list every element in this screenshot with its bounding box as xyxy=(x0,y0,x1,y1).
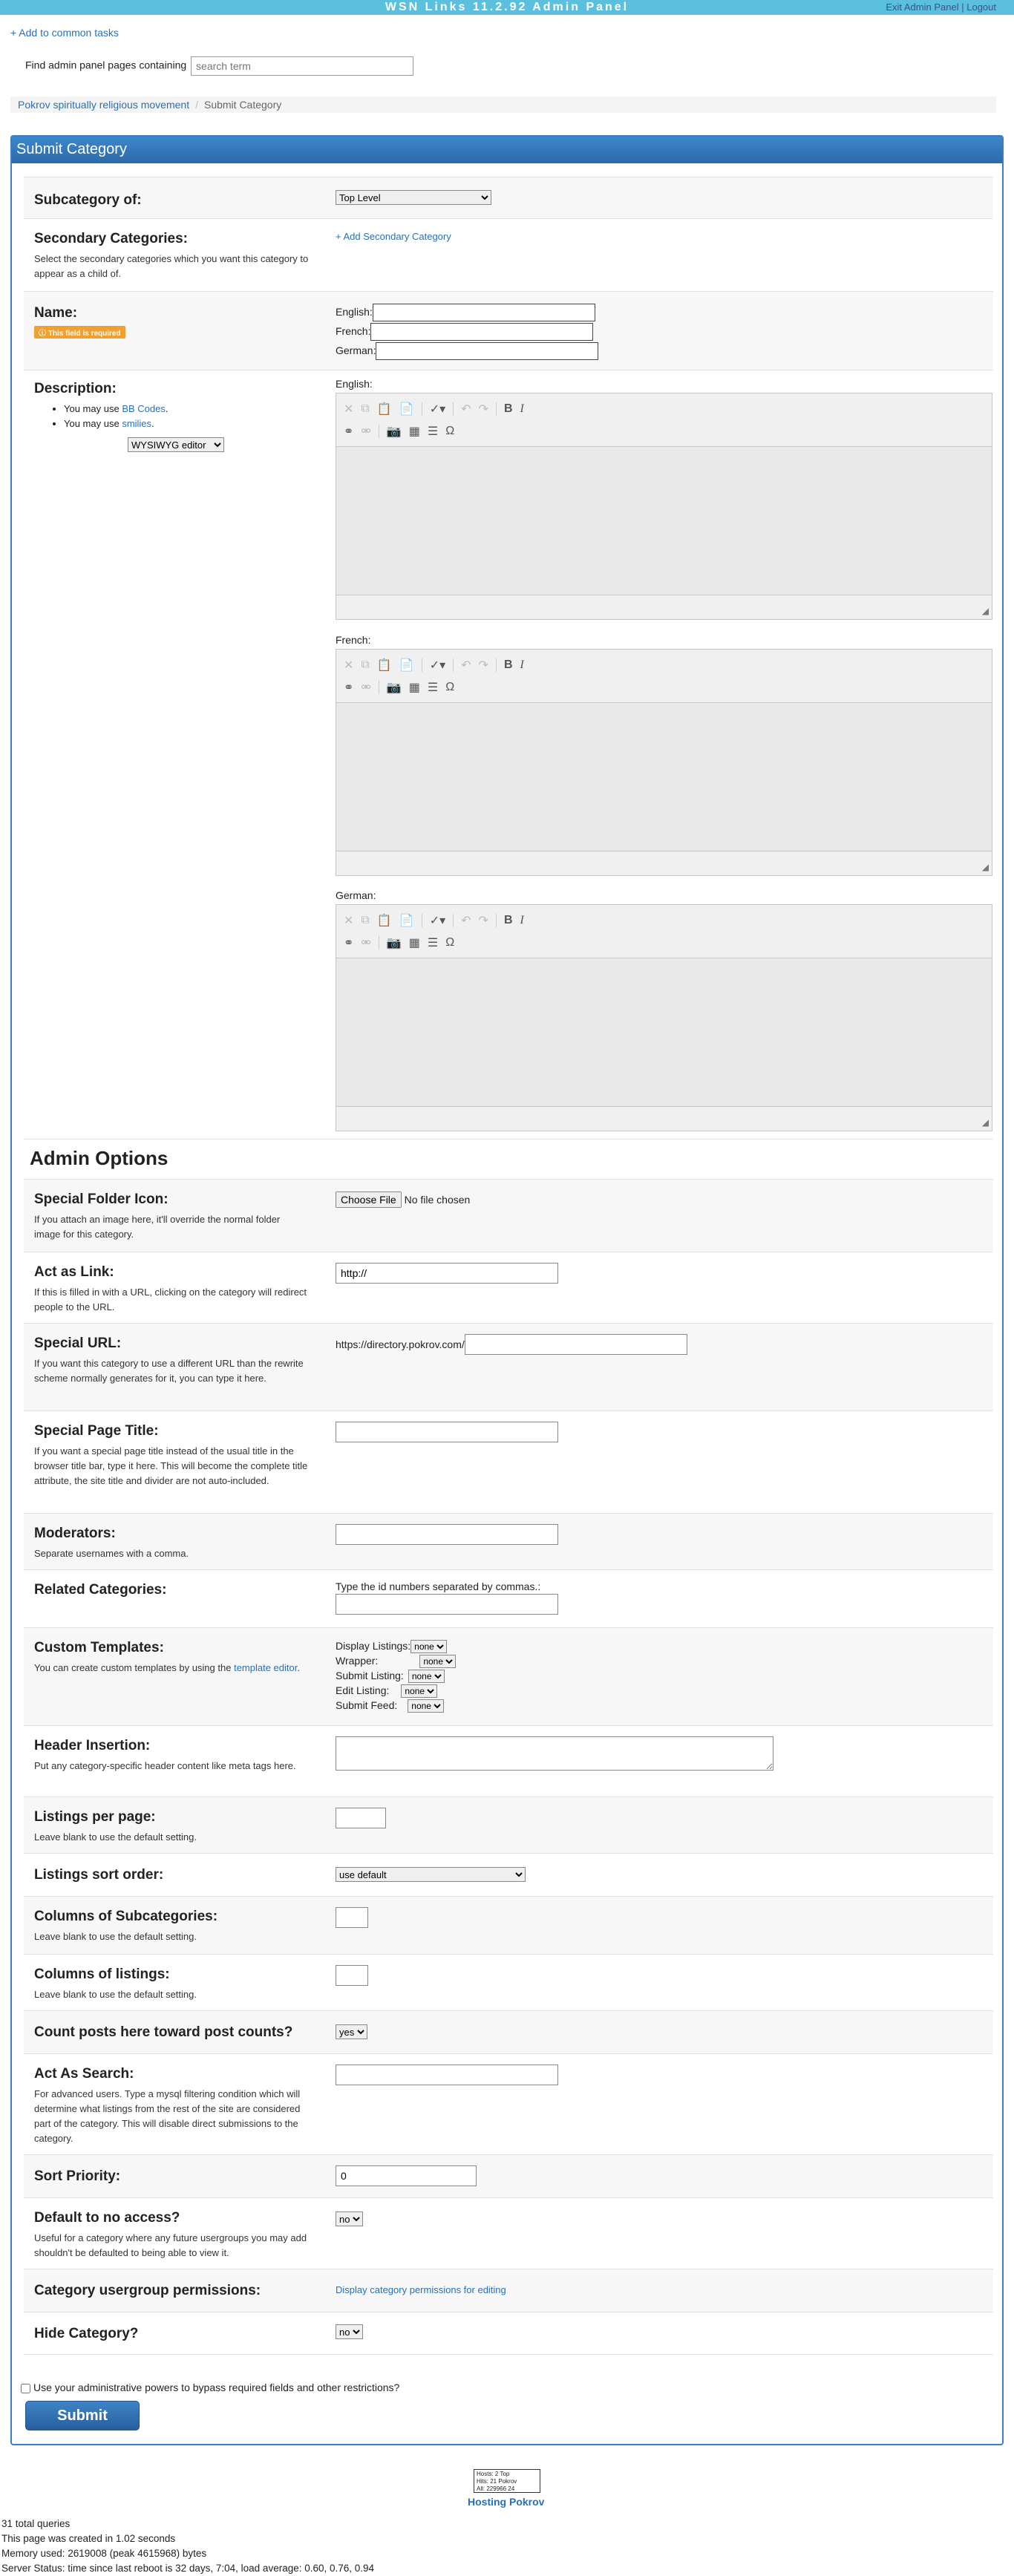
act-as-link-row xyxy=(24,1252,993,1323)
redo-icon[interactable]: ↷ xyxy=(478,659,488,672)
name-label: Name: xyxy=(34,305,78,321)
name-row xyxy=(24,291,993,370)
description-english-editor[interactable] xyxy=(336,393,992,620)
description-hints: • You may use BB Codes. • You may use smilies. xyxy=(34,402,309,431)
panel-title: Submit Category xyxy=(12,137,1002,163)
sort-priority-label: Sort Priority: xyxy=(34,2168,121,2184)
description-german-block xyxy=(336,889,992,1131)
display-listings-template-select[interactable] xyxy=(410,1640,447,1653)
usergroup-permissions-label: Category usergroup permissions: xyxy=(34,2283,261,2298)
breadcrumb xyxy=(10,97,996,113)
page-title-input[interactable] xyxy=(336,1422,558,1442)
exit-admin-panel-link[interactable]: Exit Admin Panel xyxy=(886,1,959,13)
hit-counter[interactable]: Hosts: 2 Top Hits: 21 Pokrov All: 229966 24 xyxy=(474,2469,540,2493)
submit-feed-template-select[interactable] xyxy=(408,1699,444,1713)
top-links xyxy=(886,1,996,13)
subcategory-select[interactable] xyxy=(336,190,491,205)
name-german-input[interactable] xyxy=(376,342,598,360)
spellcheck-icon[interactable]: ✓▾ xyxy=(429,915,446,927)
special-url-desc: If you want this category to use a different URL than the rewrite scheme normally generates for it, you can type it here. xyxy=(34,1358,304,1384)
special-url-row xyxy=(24,1323,993,1410)
editor-toolbar xyxy=(336,393,992,447)
undo-icon[interactable]: ↶ xyxy=(461,403,471,416)
sort-order-select[interactable] xyxy=(336,1867,526,1882)
paste-text-icon[interactable]: 📄 xyxy=(399,659,414,672)
listing-columns-input[interactable] xyxy=(336,1965,368,1986)
folder-icon-label: Special Folder Icon: xyxy=(34,1191,169,1207)
description-german-label: German: xyxy=(336,889,376,901)
italic-icon[interactable]: I xyxy=(520,402,524,415)
special-char-icon[interactable]: Ω xyxy=(445,936,455,949)
bold-icon[interactable]: B xyxy=(503,658,513,671)
hosting-link[interactable]: Hosting Pokrov xyxy=(468,2496,545,2508)
no-access-desc: Useful for a category where any future usergroups you may add shouldn't be defaulted to being able to view it. xyxy=(34,2232,307,2258)
footer-server-status: Server Status: time since last reboot is 32 days, 7:04, load average: 0.60, 0.76, 0.94 xyxy=(1,2563,375,2574)
copy-icon[interactable]: ⧉ xyxy=(361,402,370,415)
related-categories-input[interactable] xyxy=(336,1594,558,1615)
count-posts-select[interactable] xyxy=(336,2024,367,2039)
italic-icon[interactable]: I xyxy=(520,914,524,926)
description-label: Description: xyxy=(34,381,117,396)
redo-icon[interactable]: ↷ xyxy=(478,403,488,416)
custom-templates-desc: You can create custom templates by using the template editor. xyxy=(34,1662,300,1673)
admin-options-header xyxy=(24,1139,993,1179)
file-status: No file chosen xyxy=(404,1194,471,1206)
editor-footer xyxy=(336,851,992,874)
add-secondary-category-link[interactable]: + Add Secondary Category xyxy=(336,231,451,242)
spellcheck-icon[interactable]: ✓▾ xyxy=(429,659,446,672)
secondary-categories-label: Secondary Categories: xyxy=(34,231,188,246)
header-insertion-textarea[interactable] xyxy=(336,1736,773,1771)
description-french-label: French: xyxy=(336,634,371,646)
paste-text-icon[interactable]: 📄 xyxy=(399,915,414,927)
subcategory-label: Subcategory of: xyxy=(34,192,142,208)
usergroup-permissions-row xyxy=(24,2269,993,2312)
top-links-separator: | xyxy=(961,1,964,13)
listings-per-page-label: Listings per page: xyxy=(34,1809,156,1825)
admin-search-input[interactable] xyxy=(191,56,413,76)
sort-order-row xyxy=(24,1853,993,1896)
page-title-label: Special Page Title: xyxy=(34,1423,159,1439)
description-row xyxy=(24,370,993,1139)
sort-priority-input[interactable] xyxy=(336,2165,477,2186)
add-to-common-tasks-link[interactable]: + Add to common tasks xyxy=(10,27,119,39)
unlink-icon[interactable]: ⚮ xyxy=(361,937,371,949)
related-categories-hint: Type the id numbers separated by commas.: xyxy=(336,1580,541,1592)
header-insertion-label: Header Insertion: xyxy=(34,1738,151,1753)
paste-icon[interactable]: 📋 xyxy=(376,659,392,672)
horizontal-line-icon[interactable]: ☰ xyxy=(427,681,439,694)
image-icon[interactable]: 📷 xyxy=(386,937,402,949)
name-german-row: German: xyxy=(336,341,598,360)
editor-mode-select[interactable] xyxy=(128,437,224,452)
special-char-icon[interactable]: Ω xyxy=(445,681,455,693)
hide-category-select[interactable] xyxy=(336,2324,363,2339)
footer-memory: Memory used: 2619008 (peak 4615968) bytes xyxy=(1,2548,207,2559)
link-icon[interactable]: ⚭ xyxy=(344,425,354,438)
undo-icon[interactable]: ↶ xyxy=(461,659,471,672)
copy-icon[interactable]: ⧉ xyxy=(361,658,370,671)
header-insertion-desc: Put any category-specific header content like meta tags here. xyxy=(34,1760,296,1771)
description-english-label: English: xyxy=(336,378,373,390)
no-access-label: Default to no access? xyxy=(34,2210,180,2226)
description-english-block xyxy=(336,378,992,620)
act-as-search-label: Act As Search: xyxy=(34,2066,134,2082)
copy-icon[interactable]: ⧉ xyxy=(361,914,370,926)
table-icon[interactable]: ▦ xyxy=(408,937,420,949)
horizontal-line-icon[interactable]: ☰ xyxy=(427,937,439,949)
editor-toolbar xyxy=(336,905,992,958)
redo-icon[interactable]: ↷ xyxy=(478,915,488,927)
act-as-search-input[interactable] xyxy=(336,2065,558,2085)
table-icon[interactable]: ▦ xyxy=(408,425,420,438)
special-char-icon[interactable]: Ω xyxy=(445,425,455,437)
related-categories-label: Related Categories: xyxy=(34,1582,167,1598)
page-title-desc: If you want a special page title instead of the usual title in the browser title bar, type it here. This will become the complete title attribute, the site title and divider are not auto-included. xyxy=(34,1445,308,1486)
listing-columns-label: Columns of listings: xyxy=(34,1967,170,1982)
bb-codes-link[interactable]: BB Codes xyxy=(122,403,166,414)
table-icon[interactable]: ▦ xyxy=(408,681,420,694)
breadcrumb-current: Submit Category xyxy=(203,99,282,111)
listings-per-page-row xyxy=(24,1797,993,1853)
display-permissions-link[interactable]: Display category permissions for editing xyxy=(336,2284,506,2295)
edit-listing-template-select[interactable] xyxy=(401,1684,437,1698)
admin-panel-title: WSN Links 11.2.92 Admin Panel xyxy=(385,1,629,13)
listing-columns-row xyxy=(24,1954,993,2010)
cut-icon[interactable]: ✕ xyxy=(344,915,354,927)
italic-icon[interactable]: I xyxy=(520,658,524,671)
secondary-categories-desc: Select the secondary categories which you want this category to appear as a child of. xyxy=(34,253,309,279)
cut-icon[interactable]: ✕ xyxy=(344,659,354,672)
choose-file-button[interactable]: Choose File xyxy=(336,1191,402,1208)
name-english-input[interactable] xyxy=(373,304,595,321)
paste-icon[interactable]: 📋 xyxy=(376,915,392,927)
listing-columns-desc: Leave blank to use the default setting. xyxy=(34,1989,197,2000)
custom-templates-row: Custom Templates: You can create custom templates by using the template editor. Display Listings: none Wrapper: none Submit Listing: none Edit Listing: none Submit Feed: none xyxy=(24,1627,993,1725)
unlink-icon[interactable]: ⚮ xyxy=(361,681,371,694)
no-access-row xyxy=(24,2197,993,2269)
paste-icon[interactable]: 📋 xyxy=(376,403,392,416)
paste-text-icon[interactable]: 📄 xyxy=(399,403,414,416)
no-access-select[interactable] xyxy=(336,2211,363,2226)
unlink-icon[interactable]: ⚮ xyxy=(361,425,371,438)
editor-text-area[interactable] xyxy=(336,703,992,851)
editor-text-area[interactable] xyxy=(336,958,992,1107)
editor-footer xyxy=(336,595,992,618)
image-icon[interactable]: 📷 xyxy=(386,681,402,694)
name-english-row: English: xyxy=(336,302,598,321)
bypass-row xyxy=(21,2382,399,2393)
description-french-block xyxy=(336,634,992,876)
breadcrumb-separator: / xyxy=(195,99,198,111)
spellcheck-icon[interactable]: ✓▾ xyxy=(429,403,446,416)
link-icon[interactable]: ⚭ xyxy=(344,681,354,694)
sort-priority-row xyxy=(24,2154,993,2197)
bold-icon[interactable]: B xyxy=(503,402,513,415)
admin-options-title: Admin Options xyxy=(30,1147,169,1169)
admin-search-label: Find admin panel pages containing xyxy=(25,59,187,71)
custom-templates-label: Custom Templates: xyxy=(34,1640,164,1655)
editor-toolbar xyxy=(336,650,992,703)
special-url-prefix: https://directory.pokrov.com/ xyxy=(336,1338,465,1350)
smilies-link[interactable]: smilies xyxy=(122,418,152,429)
resize-grip-icon[interactable]: ◢ xyxy=(981,862,989,872)
breadcrumb-root-link[interactable]: Pokrov spiritually religious movement xyxy=(18,99,190,111)
moderators-row xyxy=(24,1513,993,1569)
hide-category-row xyxy=(24,2312,993,2355)
related-categories-row xyxy=(24,1569,993,1627)
image-icon[interactable]: 📷 xyxy=(386,425,402,438)
act-as-link-label: Act as Link: xyxy=(34,1264,114,1280)
act-as-search-row xyxy=(24,2053,993,2154)
resize-grip-icon[interactable]: ◢ xyxy=(981,1117,989,1128)
logout-link[interactable]: Logout xyxy=(966,1,996,13)
count-posts-label: Count posts here toward post counts? xyxy=(34,2024,293,2040)
subcat-columns-label: Columns of Subcategories: xyxy=(34,1909,218,1924)
submit-button[interactable]: Submit xyxy=(25,2401,140,2430)
subcat-columns-input[interactable] xyxy=(336,1907,368,1928)
name-french-row: French: xyxy=(336,321,598,341)
secondary-categories-row xyxy=(24,218,993,291)
listings-per-page-desc: Leave blank to use the default setting. xyxy=(34,1831,197,1843)
wrapper-template-select[interactable] xyxy=(419,1655,456,1668)
horizontal-line-icon[interactable]: ☰ xyxy=(427,425,439,438)
moderators-input[interactable] xyxy=(336,1524,558,1545)
top-bar xyxy=(0,0,1014,15)
description-german-editor[interactable] xyxy=(336,904,992,1131)
subcat-columns-row xyxy=(24,1896,993,1954)
folder-icon-desc: If you attach an image here, it'll override the normal folder image for this category. xyxy=(34,1214,281,1240)
footer-queries: 31 total queries xyxy=(1,2518,71,2529)
description-french-editor[interactable] xyxy=(336,649,992,876)
footer-time: This page was created in 1.02 seconds xyxy=(1,2533,176,2544)
required-badge: ⓘ This field is required xyxy=(34,326,125,339)
bypass-checkbox[interactable] xyxy=(21,2384,30,2393)
count-posts-row xyxy=(24,2010,993,2053)
link-icon[interactable]: ⚭ xyxy=(344,937,354,949)
resize-grip-icon[interactable]: ◢ xyxy=(981,606,989,616)
sort-order-label: Listings sort order: xyxy=(34,1867,164,1883)
listings-per-page-input[interactable] xyxy=(336,1808,386,1828)
submit-category-panel xyxy=(10,135,1004,2445)
header-insertion-row xyxy=(24,1725,993,1797)
subcategory-row xyxy=(24,177,993,218)
undo-icon[interactable]: ↶ xyxy=(461,915,471,927)
subcat-columns-desc: Leave blank to use the default setting. xyxy=(34,1931,197,1942)
admin-search-row xyxy=(25,56,413,76)
moderators-label: Moderators: xyxy=(34,1526,116,1541)
template-editor-link[interactable]: template editor xyxy=(234,1662,298,1673)
special-url-label: Special URL: xyxy=(34,1336,122,1351)
act-as-link-input[interactable] xyxy=(336,1263,558,1284)
bold-icon[interactable]: B xyxy=(503,914,513,926)
cut-icon[interactable]: ✕ xyxy=(344,403,354,416)
submit-listing-template-select[interactable] xyxy=(408,1670,445,1683)
act-as-search-desc: For advanced users. Type a mysql filtering condition which will determine what listings from the rest of the site are considered part of the category. This will disable direct submissions to the category. xyxy=(34,2088,301,2144)
editor-footer xyxy=(336,1107,992,1129)
editor-text-area[interactable] xyxy=(336,447,992,595)
name-french-input[interactable] xyxy=(370,323,593,341)
special-url-input[interactable] xyxy=(465,1334,687,1355)
page-title-row xyxy=(24,1410,993,1513)
hide-category-label: Hide Category? xyxy=(34,2326,139,2341)
folder-icon-row xyxy=(24,1179,993,1252)
act-as-link-desc: If this is filled in with a URL, clicking on the category will redirect people to the URL. xyxy=(34,1287,307,1312)
moderators-desc: Separate usernames with a comma. xyxy=(34,1548,189,1559)
bypass-label: Use your administrative powers to bypass required fields and other restrictions? xyxy=(33,2382,400,2393)
page-footer xyxy=(1,2517,374,2576)
